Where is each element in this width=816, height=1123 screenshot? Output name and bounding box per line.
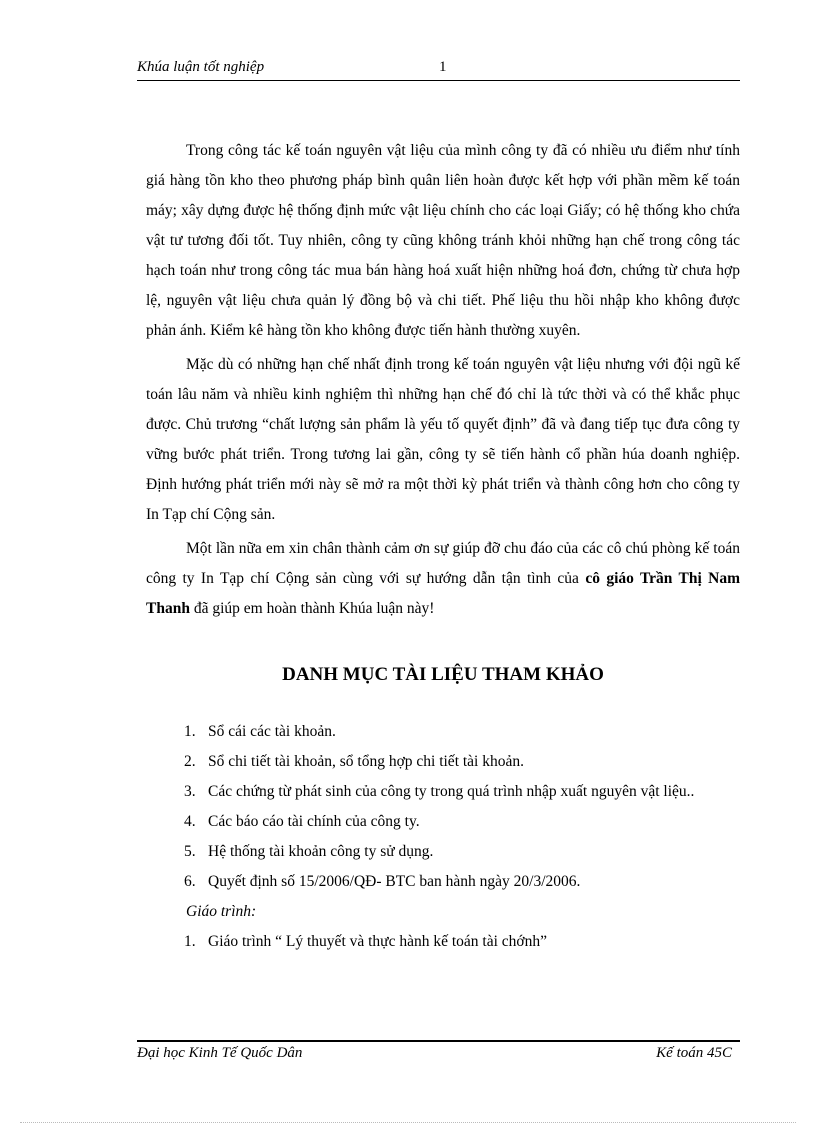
textbook-number: 1. xyxy=(184,933,196,950)
reference-item xyxy=(146,717,740,747)
paragraph-3-start: Một lần nữa em xin chân thành cảm ơn sự giúp đỡ chu đáo của các cô chú phòng kế toán công ty In Tạp chí Cộng sản cùng với sự hướng dẫn tận tình của xyxy=(146,540,740,587)
body-text xyxy=(146,136,740,628)
paragraph-3-teacher-name: cô giáo Trần Thị Nam Thanh xyxy=(146,570,741,617)
paragraph-3 xyxy=(146,534,740,624)
page-footer xyxy=(137,1040,740,1061)
footer-university: Đại học Kinh Tế Quốc Dân xyxy=(137,1045,303,1061)
header-title: Khúa luận tốt nghiệp xyxy=(137,59,265,75)
references-list xyxy=(146,717,740,957)
reference-text: Sổ chi tiết tài khoản, sổ tổng hợp chi tiết tài khoản. xyxy=(208,753,524,770)
reference-number: 6. xyxy=(184,873,196,890)
reference-number: 5. xyxy=(184,843,196,860)
reference-number: 3. xyxy=(184,783,196,800)
reference-text: Sổ cái các tài khoản. xyxy=(208,723,336,740)
reference-item xyxy=(146,837,740,867)
reference-number: 1. xyxy=(184,723,196,740)
textbook-subheading: Giáo trình: xyxy=(186,903,257,920)
footer-class: Kế toán 45C xyxy=(656,1045,732,1061)
paragraph-2: Mặc dù có những hạn chế nhất định trong kế toán nguyên vật liệu nhưng với đội ngũ kế toán lâu năm và nhiều kinh nghiệm thì những hạn chế đó chỉ là tức thời và có thể khắc phục được. Chủ trương “chất lượng sản phẩm là yếu tố quyết định” đã và đang tiếp tục đưa công ty vững bước phát triển. Trong tương lai gần, công ty sẽ tiến hành cổ phần húa doanh nghiệp. Định hướng phát triển mới này sẽ mở ra một thời kỳ phát triển và thành công hơn cho công ty In Tạp chí Cộng sản. xyxy=(146,356,740,523)
page-header xyxy=(137,58,740,81)
references-title: DANH MỤC TÀI LIỆU THAM KHẢO xyxy=(282,664,604,685)
reference-item xyxy=(146,777,740,807)
page-number: 1 xyxy=(439,59,447,75)
textbook-item xyxy=(146,927,740,957)
reference-text: Các chứng từ phát sinh của công ty trong quá trình nhập xuất nguyên vật liệu.. xyxy=(208,783,695,800)
paragraph-1: Trong công tác kế toán nguyên vật liệu của mình công ty đã có nhiều ưu điểm như tính giá hàng tồn kho theo phương pháp bình quân liên hoàn được kết hợp với phần mềm kế toán máy; xây dựng được hệ thống định mức vật liệu chính cho các loại Giấy; có hệ thống kho chứa vật tư tương đối tốt. Tuy nhiên, công ty cũng không tránh khỏi những hạn chế trong công tác hạch toán như trong công tác mua bán hàng hoá xuất hiện những hoá đơn, chứng từ chưa hợp lệ, nguyên vật liệu chưa quản lý đồng bộ và chi tiết. Phế liệu thu hồi nhập kho không được phản ánh. Kiểm kê hàng tồn kho không được tiến hành thường xuyên. xyxy=(146,142,740,339)
reference-number: 2. xyxy=(184,753,196,770)
reference-text: Các báo cáo tài chính của công ty. xyxy=(208,813,420,830)
reference-number: 4. xyxy=(184,813,196,830)
reference-item xyxy=(146,747,740,777)
textbook-text: Giáo trình “ Lý thuyết và thực hành kế toán tài chớnh” xyxy=(208,933,547,950)
reference-item xyxy=(146,867,740,897)
reference-text: Quyết định số 15/2006/QĐ- BTC ban hành ngày 20/3/2006. xyxy=(208,873,581,890)
reference-item xyxy=(146,807,740,837)
reference-text: Hệ thống tài khoản công ty sử dụng. xyxy=(208,843,434,860)
paragraph-3-end: đã giúp em hoàn thành Khúa luận này! xyxy=(189,600,435,617)
